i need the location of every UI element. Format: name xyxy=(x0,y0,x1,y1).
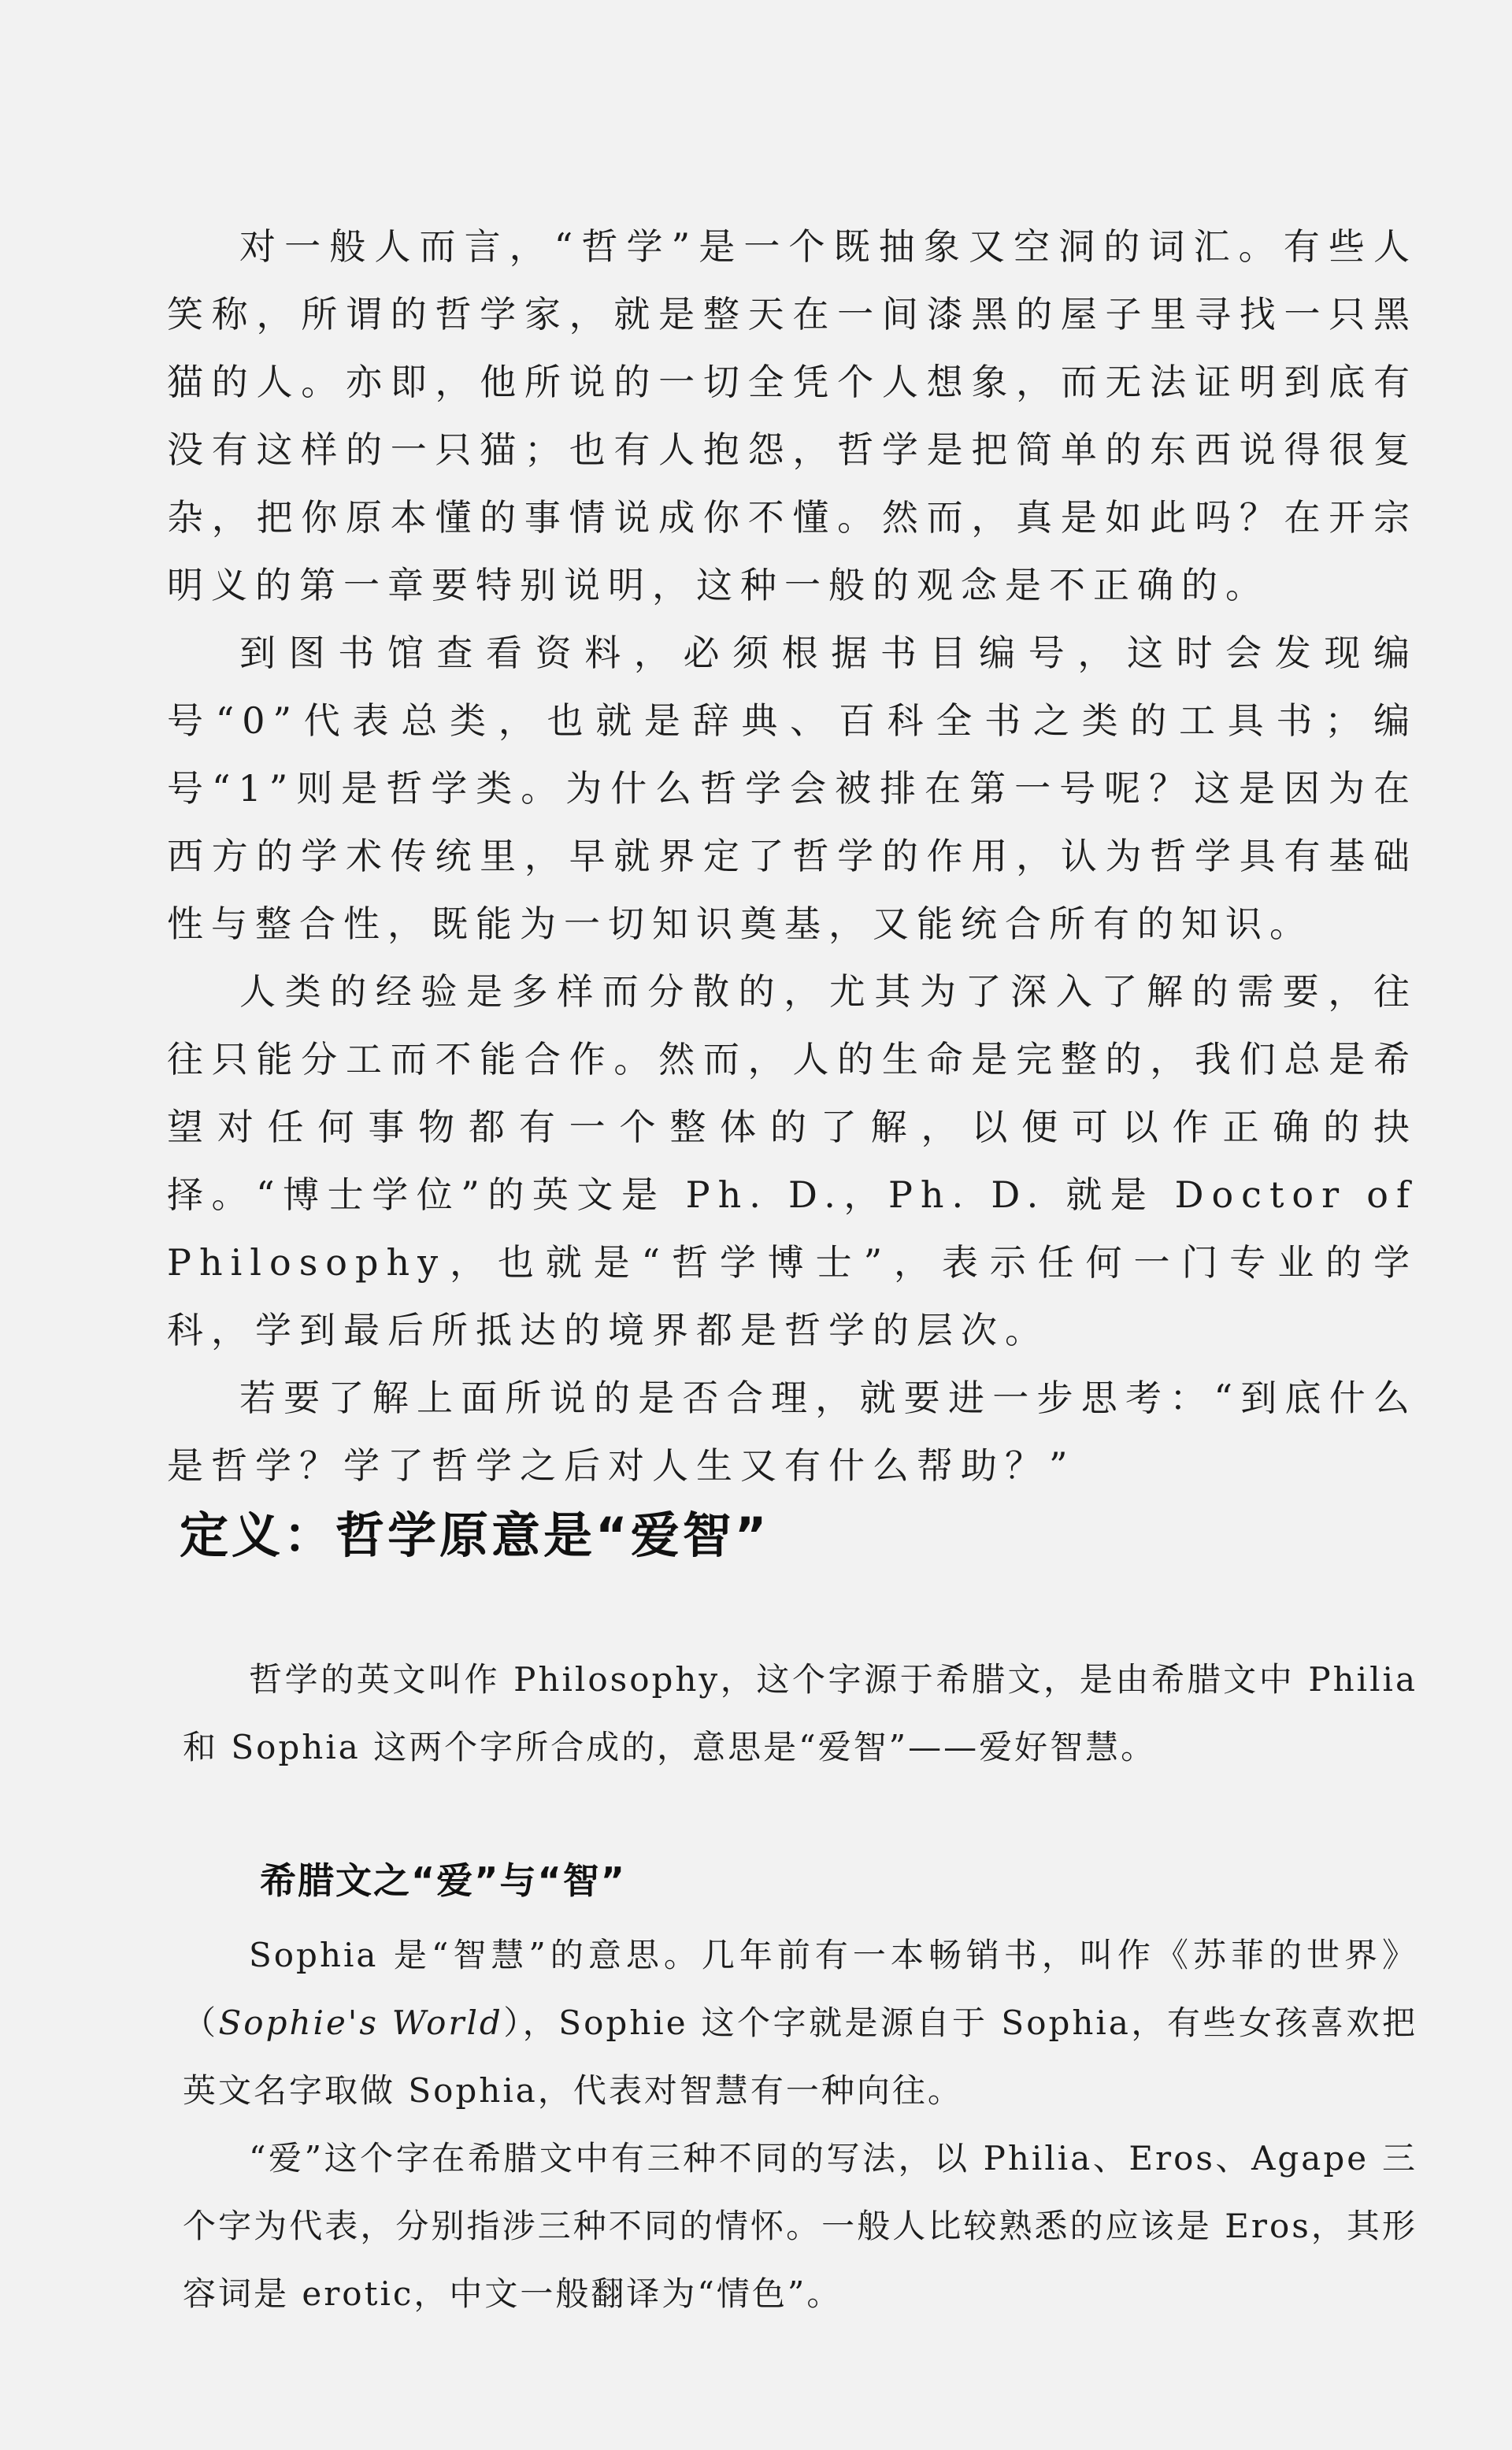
love-paragraph: “爱”这个字在希腊文中有三种不同的写法，以 Philia、Eros、Agape 三个字为代表，分别指涉三种不同的情怀。一般人比较熟悉的应该是 Eros，其形容词是 erotic，中文一般翻译为“情色”。 xyxy=(183,2139,1418,2313)
intro-paragraph-3: 人类的经验是多样而分散的，尤其为了深入了解的需要，往往只能分工而不能合作。然而，人的生命是完整的，我们总是希望对任何事物都有一个整体的了解，以便可以作正确的抉择。“博士学位”的英文是 Ph. D.，Ph. D. 就是 Doctor of Philosophy，也就是“哲学博士”，表示任何一门专业的学科，学到最后所抵达的境界都是哲学的层次。 xyxy=(167,970,1418,1351)
book-title-english: Sophie's World xyxy=(218,2003,503,2042)
sophia-text-after: ），Sophie 这个字就是源自于 Sophia，有些女孩喜欢把英文名字取做 Sophia，代表对智慧有一种向往。 xyxy=(183,2003,1418,2110)
greek-words-section xyxy=(183,1922,1418,2328)
intro-section xyxy=(167,213,1418,1499)
intro-paragraph-1: 对一般人而言，“哲学”是一个既抽象又空洞的词汇。有些人笑称，所谓的哲学家，就是整天在一间漆黑的屋子里寻找一只黑猫的人。亦即，他所说的一切全凭个人想象，而无法证明到底有没有这样的一只猫；也有人抱怨，哲学是把简单的东西说得很复杂，把你原本懂的事情说成你不懂。然而，真是如此吗？在开宗明义的第一章要特别说明，这种一般的观念是不正确的。 xyxy=(167,225,1418,606)
sophia-paragraph xyxy=(183,1922,1418,2125)
subsection-heading: 希腊文之“爱”与“智” xyxy=(260,1859,626,1902)
intro-paragraph-2: 到图书馆查看资料，必须根据书目编号，这时会发现编号“0”代表总类，也就是辞典、百科全书之类的工具书；编号“1”则是哲学类。为什么哲学会被排在第一号呢？这是因为在西方的学术传统里，早就界定了哲学的作用，认为哲学具有基础性与整合性，既能为一切知识奠基，又能统合所有的知识。 xyxy=(167,632,1418,945)
section-heading: 定义：哲学原意是“爱智” xyxy=(180,1507,770,1564)
definition-paragraph: 哲学的英文叫作 Philosophy，这个字源于希腊文，是由希腊文中 Philia 和 Sophia 这两个字所合成的，意思是“爱智”——爱好智慧。 xyxy=(183,1660,1418,1766)
sophia-text-before: Sophia 是“智慧”的意思。几年前有一本畅销书，叫作《苏菲的世界》（ xyxy=(183,1936,1418,2042)
definition-section xyxy=(183,1646,1418,1781)
intro-paragraph-4: 若要了解上面所说的是否合理，就要进一步思考：“到底什么是哲学？学了哲学之后对人生又有什么帮助？” xyxy=(167,1377,1418,1487)
